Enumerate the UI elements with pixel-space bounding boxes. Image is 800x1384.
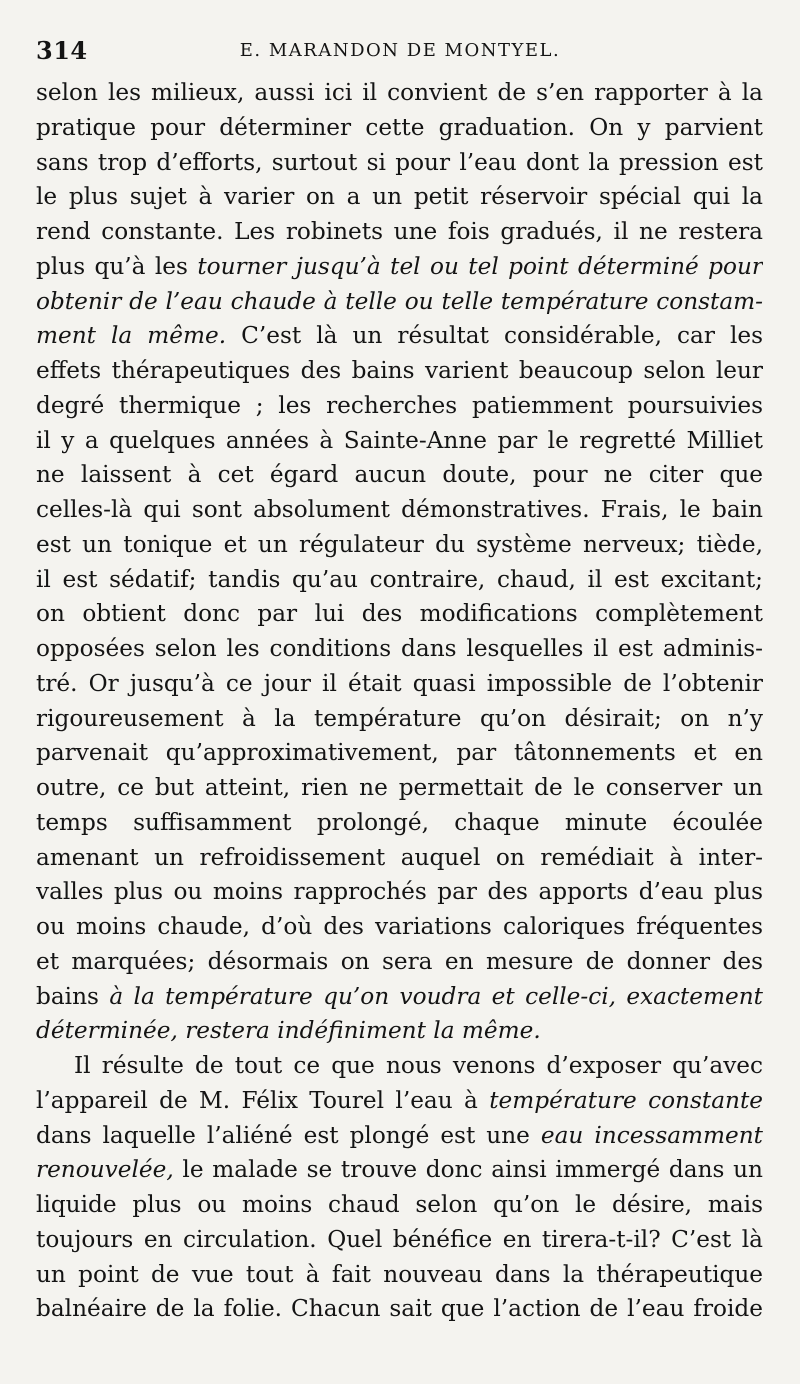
text-line — [36, 319, 763, 354]
text-line — [36, 632, 763, 667]
text-line — [36, 424, 763, 459]
text-line — [36, 1258, 763, 1293]
text-line — [36, 1119, 763, 1154]
text-segment: il y a quelques années à Sainte-Anne par le regretté Milliet — [36, 426, 763, 454]
text-line — [36, 1014, 763, 1049]
text-segment: toujours en circulation. Quel bénéfice en tirera-t-il? C’est là — [36, 1225, 763, 1253]
text-line — [36, 1188, 763, 1223]
text-segment: celles-là qui sont absolument démonstratives. Frais, le bain — [36, 496, 763, 523]
text-line — [36, 1223, 763, 1258]
text-line — [36, 806, 763, 841]
text-line — [36, 910, 763, 945]
text-segment: tré. Or jusqu’à ce jour il était quasi impossible de l’obtenir — [36, 669, 763, 697]
italic-text: renouvelée, — [36, 1156, 174, 1184]
text-segment: effets thérapeutiques des bains varient beaucoup selon leur — [36, 357, 763, 384]
text-segment: il est sédatif; tandis qu’au contraire, chaud, il est excitant; — [36, 565, 763, 593]
italic-text: obtenir de l’eau chaude à telle ou telle température constam- — [36, 287, 763, 315]
text-segment: le malade se trouve donc ainsi immergé dans un — [173, 1156, 763, 1184]
text-line — [36, 1292, 763, 1327]
text-segment: Il résulte de tout ce que nous venons d’exposer qu’avec — [74, 1052, 763, 1079]
italic-text: déterminée, restera indéfiniment la même. — [36, 1017, 541, 1045]
running-head: E. MARANDON DE MONTYEL. — [239, 40, 561, 61]
text-line — [36, 215, 763, 250]
text-segment: bains — [36, 982, 110, 1010]
text-line — [36, 841, 763, 876]
text-segment: et marquées; désormais on sera en mesure de donner des — [36, 947, 763, 975]
text-segment: opposées selon les conditions dans lesquelles il est adminis- — [36, 635, 763, 662]
text-line — [36, 111, 763, 146]
italic-text: tourner jusqu’à tel ou tel point déterminé pour — [197, 252, 763, 280]
text-line — [36, 563, 763, 598]
text-segment: amenant un refroidissement auquel on remédiait à inter- — [36, 843, 763, 871]
text-segment: pratique pour déterminer cette graduation. On y parvient — [36, 113, 763, 141]
text-segment: plus qu’à les — [36, 252, 198, 280]
text-segment: un point de vue tout à fait nouveau dans la thérapeutique — [36, 1260, 763, 1288]
text-segment: est un tonique et un régulateur du système nerveux; tiède, — [36, 530, 763, 558]
text-segment: balnéaire de la folie. Chacun sait que l’action de l’eau froide — [36, 1295, 763, 1323]
text-line — [36, 146, 763, 181]
text-segment: sans trop d’efforts, surtout si pour l’eau dont la pression est — [36, 148, 763, 176]
text-line — [36, 458, 763, 493]
text-line — [36, 180, 763, 215]
text-segment: ne laissent à cet égard aucun doute, pour ne citer que — [36, 461, 763, 489]
text-segment: rigoureusement à la température qu’on désirait; on n’y — [36, 704, 763, 732]
italic-text: à la température qu’on voudra et celle-ci, exactement — [109, 982, 763, 1010]
text-segment: rend constante. Les robinets une fois gradués, il ne restera — [36, 218, 763, 245]
italic-text: eau incessamment — [540, 1121, 763, 1149]
text-line — [36, 493, 763, 528]
text-line — [36, 597, 763, 632]
text-segment: degré thermique ; les recherches patiemment poursuivies — [36, 391, 763, 419]
text-line — [36, 1084, 763, 1119]
text-segment: valles plus ou moins rapprochés par des apports d’eau plus — [36, 878, 763, 906]
text-segment: temps suffisamment prolongé, chaque minute écoulée — [36, 808, 763, 836]
text-line — [36, 980, 763, 1015]
text-line — [36, 250, 763, 285]
text-line — [36, 285, 763, 320]
text-segment: dans laquelle l’aliéné est plongé est une — [36, 1121, 541, 1149]
text-line — [36, 354, 763, 389]
text-segment: parvenait qu’approximativement, par tâtonnements et en — [36, 739, 763, 767]
text-segment: on obtient donc par lui des modifications complètement — [36, 600, 763, 628]
text-line — [36, 771, 763, 806]
text-line — [36, 875, 763, 910]
body-text — [36, 76, 763, 1327]
text-segment: ou moins chaude, d’où des variations caloriques fréquentes — [36, 913, 763, 940]
text-segment: selon les milieux, aussi ici il convient de s’en rapporter à la — [36, 79, 763, 106]
text-line — [36, 736, 763, 771]
page-header — [36, 36, 764, 70]
text-line — [36, 667, 763, 702]
text-line — [36, 1153, 763, 1188]
text-segment: outre, ce but atteint, rien ne permettait de le conserver un — [36, 774, 763, 801]
text-line — [36, 528, 763, 563]
text-line — [36, 945, 763, 980]
text-segment: le plus sujet à varier on a un petit réservoir spécial qui la — [36, 183, 763, 211]
page-number: 314 — [36, 36, 88, 65]
text-segment: C’est là un résultat considérable, car les — [226, 322, 763, 350]
text-line — [36, 389, 763, 424]
text-line — [36, 1049, 763, 1084]
text-segment: liquide plus ou moins chaud selon qu’on le désire, mais — [36, 1191, 763, 1218]
text-line — [36, 702, 763, 737]
italic-text: ment la même. — [36, 322, 227, 350]
text-line — [36, 76, 763, 111]
text-segment: l’appareil de M. Félix Tourel l’eau à — [36, 1086, 490, 1114]
italic-text: température constante — [489, 1086, 763, 1114]
